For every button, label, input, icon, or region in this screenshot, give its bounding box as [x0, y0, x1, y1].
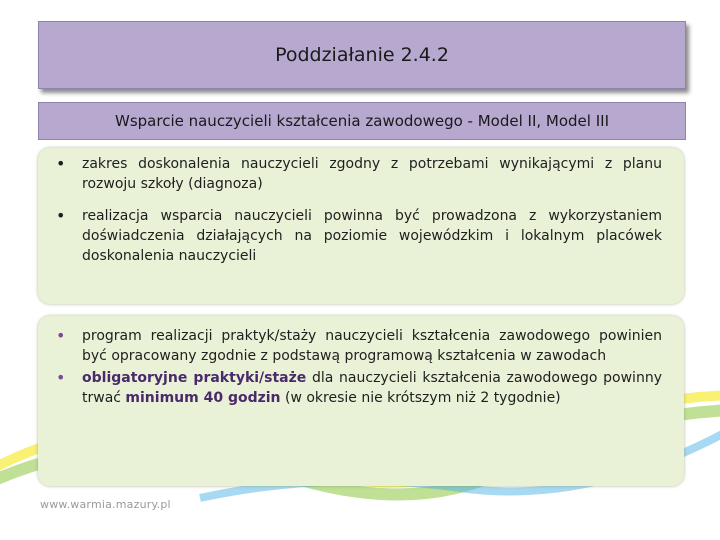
subtitle-bar: [38, 102, 686, 140]
bullet-item: [38, 326, 662, 366]
bullet-text: program realizacji praktyk/staży nauczycieli kształcenia zawodowego powinien być opracowany zgodnie z podstawą programową kształcenia w zawodach: [82, 328, 662, 364]
content-panel-1: [38, 148, 684, 304]
bullet-item: [38, 154, 662, 194]
slide-title-box: [38, 21, 686, 89]
emphasis-practice: obligatoryjne praktyki/staże: [82, 370, 307, 386]
bullet-item: [38, 368, 662, 408]
bullet-text: zakres doskonalenia nauczycieli zgodny z potrzebami wynikającymi z planu rozwoju szkoły (diagnoza): [82, 156, 662, 192]
footer-url: www.warmia.mazury.pl: [40, 498, 171, 511]
bullet-text: realizacja wsparcia nauczycieli powinna być prowadzona z wykorzystaniem doświadczenia działających na poziomie wojewódzkim i lokalnym placówek doskonalenia nauczycieli: [82, 208, 662, 264]
bullet-text-part: (w okresie nie krótszym niż 2 tygodnie): [280, 390, 561, 406]
bullet-dot: •: [56, 368, 66, 387]
bullet-dot: •: [56, 154, 66, 173]
emphasis-hours: minimum 40 godzin: [125, 390, 281, 406]
bullet-dot: •: [56, 206, 66, 225]
bullet-item: [38, 206, 662, 266]
content-panel-2: [38, 316, 684, 486]
slide-title: Poddziałanie 2.4.2: [275, 44, 449, 66]
subtitle-text: Wsparcie nauczycieli kształcenia zawodowego - Model II, Model III: [115, 112, 609, 130]
bullet-dot: •: [56, 326, 66, 345]
bullet-text: [82, 370, 662, 406]
bullet-text-part: dla nauczycieli kształcenia zawodowego powinny trwać: [82, 370, 662, 406]
